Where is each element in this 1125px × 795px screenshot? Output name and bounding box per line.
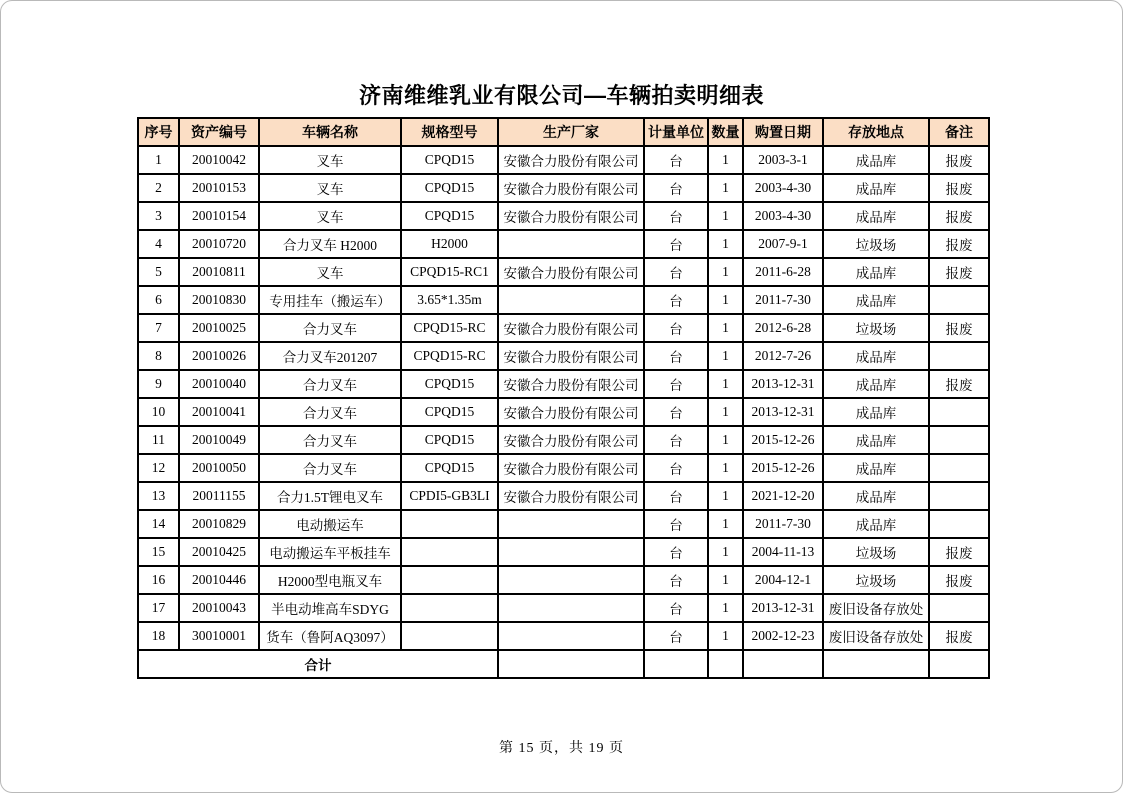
cell-model: CPQD15 [401, 202, 498, 230]
cell-purchase-date: 2004-11-13 [743, 538, 823, 566]
table-row [138, 510, 989, 538]
cell-unit: 台 [644, 174, 708, 202]
cell-location: 成品库 [823, 146, 929, 174]
total-empty-cell-manufacturer [498, 650, 644, 678]
header-row [138, 118, 989, 146]
cell-remarks: 报废 [929, 202, 989, 230]
cell-quantity: 1 [708, 286, 743, 314]
cell-purchase-date: 2012-7-26 [743, 342, 823, 370]
cell-quantity: 1 [708, 426, 743, 454]
cell-quantity: 1 [708, 454, 743, 482]
column-header-purchase-date: 购置日期 [743, 118, 823, 146]
cell-unit: 台 [644, 286, 708, 314]
cell-purchase-date: 2011-7-30 [743, 286, 823, 314]
cell-purchase-date: 2003-4-30 [743, 174, 823, 202]
cell-manufacturer: 安徽合力股份有限公司 [498, 426, 644, 454]
cell-model [401, 510, 498, 538]
cell-unit: 台 [644, 370, 708, 398]
cell-remarks [929, 398, 989, 426]
cell-asset-number: 20010042 [179, 146, 259, 174]
cell-vehicle-name: 叉车 [259, 174, 401, 202]
cell-model: CPQD15 [401, 426, 498, 454]
cell-remarks [929, 426, 989, 454]
cell-purchase-date: 2004-12-1 [743, 566, 823, 594]
cell-unit: 台 [644, 594, 708, 622]
cell-location: 成品库 [823, 258, 929, 286]
cell-location: 成品库 [823, 286, 929, 314]
cell-location: 成品库 [823, 510, 929, 538]
cell-purchase-date: 2007-9-1 [743, 230, 823, 258]
cell-remarks: 报废 [929, 174, 989, 202]
cell-manufacturer: 安徽合力股份有限公司 [498, 146, 644, 174]
cell-model: 3.65*1.35m [401, 286, 498, 314]
cell-model: H2000 [401, 230, 498, 258]
cell-model: CPQD15-RC1 [401, 258, 498, 286]
cell-vehicle-name: 合力叉车 H2000 [259, 230, 401, 258]
cell-asset-number: 20010050 [179, 454, 259, 482]
table-row [138, 566, 989, 594]
table-row [138, 454, 989, 482]
cell-quantity: 1 [708, 230, 743, 258]
cell-location: 垃圾场 [823, 538, 929, 566]
total-row [138, 650, 989, 678]
cell-quantity: 1 [708, 258, 743, 286]
cell-remarks [929, 510, 989, 538]
cell-remarks [929, 594, 989, 622]
table-row [138, 146, 989, 174]
cell-purchase-date: 2013-12-31 [743, 398, 823, 426]
cell-purchase-date: 2011-6-28 [743, 258, 823, 286]
cell-index: 7 [138, 314, 179, 342]
table-row [138, 342, 989, 370]
cell-quantity: 1 [708, 482, 743, 510]
cell-vehicle-name: 叉车 [259, 146, 401, 174]
cell-index: 15 [138, 538, 179, 566]
cell-index: 2 [138, 174, 179, 202]
cell-remarks [929, 342, 989, 370]
cell-asset-number: 20010041 [179, 398, 259, 426]
cell-location: 垃圾场 [823, 230, 929, 258]
cell-unit: 台 [644, 258, 708, 286]
cell-location: 成品库 [823, 174, 929, 202]
cell-asset-number: 20010425 [179, 538, 259, 566]
table-row [138, 370, 989, 398]
cell-model [401, 566, 498, 594]
cell-asset-number: 20010446 [179, 566, 259, 594]
cell-index: 4 [138, 230, 179, 258]
cell-asset-number: 20010049 [179, 426, 259, 454]
cell-remarks: 报废 [929, 230, 989, 258]
cell-manufacturer: 安徽合力股份有限公司 [498, 398, 644, 426]
cell-index: 3 [138, 202, 179, 230]
cell-asset-number: 20010811 [179, 258, 259, 286]
cell-unit: 台 [644, 146, 708, 174]
cell-location: 成品库 [823, 398, 929, 426]
table-row [138, 230, 989, 258]
cell-unit: 台 [644, 538, 708, 566]
cell-unit: 台 [644, 230, 708, 258]
cell-quantity: 1 [708, 538, 743, 566]
cell-purchase-date: 2012-6-28 [743, 314, 823, 342]
cell-quantity: 1 [708, 342, 743, 370]
cell-quantity: 1 [708, 398, 743, 426]
cell-vehicle-name: 叉车 [259, 202, 401, 230]
cell-manufacturer [498, 538, 644, 566]
cell-model: CPQD15 [401, 146, 498, 174]
cell-manufacturer: 安徽合力股份有限公司 [498, 314, 644, 342]
cell-vehicle-name: 电动搬运车平板挂车 [259, 538, 401, 566]
cell-index: 12 [138, 454, 179, 482]
cell-remarks: 报废 [929, 566, 989, 594]
cell-manufacturer [498, 510, 644, 538]
cell-vehicle-name: 合力叉车201207 [259, 342, 401, 370]
table-row [138, 202, 989, 230]
cell-vehicle-name: 半电动堆高车SDYG [259, 594, 401, 622]
cell-manufacturer: 安徽合力股份有限公司 [498, 370, 644, 398]
cell-index: 17 [138, 594, 179, 622]
cell-asset-number: 30010001 [179, 622, 259, 650]
cell-location: 成品库 [823, 454, 929, 482]
column-header-manufacturer: 生产厂家 [498, 118, 644, 146]
cell-purchase-date: 2015-12-26 [743, 454, 823, 482]
cell-manufacturer [498, 230, 644, 258]
table-body [138, 146, 989, 678]
cell-purchase-date: 2003-4-30 [743, 202, 823, 230]
table-row [138, 538, 989, 566]
cell-model: CPDI5-GB3LI [401, 482, 498, 510]
column-header-quantity: 数量 [708, 118, 743, 146]
cell-manufacturer: 安徽合力股份有限公司 [498, 482, 644, 510]
cell-index: 5 [138, 258, 179, 286]
cell-purchase-date: 2013-12-31 [743, 370, 823, 398]
table-row [138, 286, 989, 314]
column-header-location: 存放地点 [823, 118, 929, 146]
cell-unit: 台 [644, 426, 708, 454]
cell-model: CPQD15 [401, 398, 498, 426]
cell-asset-number: 20010026 [179, 342, 259, 370]
cell-vehicle-name: 合力1.5T锂电叉车 [259, 482, 401, 510]
cell-location: 成品库 [823, 342, 929, 370]
table-row [138, 426, 989, 454]
cell-index: 10 [138, 398, 179, 426]
cell-asset-number: 20010043 [179, 594, 259, 622]
cell-location: 成品库 [823, 482, 929, 510]
cell-location: 成品库 [823, 426, 929, 454]
total-empty-cell-quantity [708, 650, 743, 678]
cell-remarks [929, 286, 989, 314]
cell-index: 14 [138, 510, 179, 538]
cell-quantity: 1 [708, 370, 743, 398]
cell-quantity: 1 [708, 146, 743, 174]
cell-model: CPQD15-RC [401, 342, 498, 370]
cell-remarks: 报废 [929, 146, 989, 174]
cell-location: 垃圾场 [823, 314, 929, 342]
cell-model: CPQD15 [401, 370, 498, 398]
cell-asset-number: 20010153 [179, 174, 259, 202]
vehicle-auction-table [137, 117, 990, 679]
cell-model: CPQD15 [401, 454, 498, 482]
cell-index: 11 [138, 426, 179, 454]
cell-purchase-date: 2002-12-23 [743, 622, 823, 650]
cell-manufacturer: 安徽合力股份有限公司 [498, 454, 644, 482]
cell-quantity: 1 [708, 566, 743, 594]
cell-index: 16 [138, 566, 179, 594]
table-row [138, 622, 989, 650]
cell-manufacturer [498, 286, 644, 314]
cell-vehicle-name: 货车（鲁阿AQ3097） [259, 622, 401, 650]
cell-location: 成品库 [823, 202, 929, 230]
cell-vehicle-name: 电动搬运车 [259, 510, 401, 538]
cell-remarks [929, 482, 989, 510]
cell-location: 废旧设备存放处 [823, 594, 929, 622]
cell-remarks: 报废 [929, 314, 989, 342]
page-title: 济南维维乳业有限公司—车辆拍卖明细表 [358, 83, 764, 108]
cell-unit: 台 [644, 342, 708, 370]
cell-quantity: 1 [708, 594, 743, 622]
column-header-model: 规格型号 [401, 118, 498, 146]
cell-purchase-date: 2021-12-20 [743, 482, 823, 510]
cell-asset-number: 20010025 [179, 314, 259, 342]
cell-model [401, 594, 498, 622]
cell-unit: 台 [644, 398, 708, 426]
column-header-index: 序号 [138, 118, 179, 146]
total-empty-cell-purchase-date [743, 650, 823, 678]
cell-manufacturer: 安徽合力股份有限公司 [498, 342, 644, 370]
cell-quantity: 1 [708, 510, 743, 538]
table-row [138, 258, 989, 286]
cell-purchase-date: 2015-12-26 [743, 426, 823, 454]
cell-remarks: 报废 [929, 370, 989, 398]
cell-index: 6 [138, 286, 179, 314]
column-header-remarks: 备注 [929, 118, 989, 146]
cell-manufacturer [498, 594, 644, 622]
cell-index: 18 [138, 622, 179, 650]
cell-vehicle-name: 合力叉车 [259, 454, 401, 482]
cell-vehicle-name: 专用挂车（搬运车） [259, 286, 401, 314]
cell-unit: 台 [644, 566, 708, 594]
cell-asset-number: 20010154 [179, 202, 259, 230]
cell-quantity: 1 [708, 314, 743, 342]
column-header-asset-number: 资产编号 [179, 118, 259, 146]
cell-purchase-date: 2003-3-1 [743, 146, 823, 174]
cell-remarks [929, 454, 989, 482]
cell-quantity: 1 [708, 622, 743, 650]
table-row [138, 594, 989, 622]
cell-manufacturer [498, 622, 644, 650]
cell-index: 8 [138, 342, 179, 370]
cell-vehicle-name: 合力叉车 [259, 426, 401, 454]
cell-manufacturer: 安徽合力股份有限公司 [498, 258, 644, 286]
cell-asset-number: 20010830 [179, 286, 259, 314]
cell-unit: 台 [644, 510, 708, 538]
cell-remarks: 报废 [929, 258, 989, 286]
cell-manufacturer: 安徽合力股份有限公司 [498, 202, 644, 230]
cell-asset-number: 20011155 [179, 482, 259, 510]
column-header-unit: 计量单位 [644, 118, 708, 146]
cell-index: 9 [138, 370, 179, 398]
cell-asset-number: 20010720 [179, 230, 259, 258]
cell-purchase-date: 2013-12-31 [743, 594, 823, 622]
cell-model [401, 538, 498, 566]
cell-unit: 台 [644, 622, 708, 650]
cell-unit: 台 [644, 202, 708, 230]
table-row [138, 398, 989, 426]
cell-asset-number: 20010829 [179, 510, 259, 538]
cell-quantity: 1 [708, 202, 743, 230]
total-empty-cell-unit [644, 650, 708, 678]
cell-index: 13 [138, 482, 179, 510]
cell-vehicle-name: 合力叉车 [259, 398, 401, 426]
cell-asset-number: 20010040 [179, 370, 259, 398]
cell-remarks: 报废 [929, 538, 989, 566]
total-empty-cell-location [823, 650, 929, 678]
cell-manufacturer [498, 566, 644, 594]
cell-unit: 台 [644, 482, 708, 510]
cell-location: 废旧设备存放处 [823, 622, 929, 650]
cell-vehicle-name: 叉车 [259, 258, 401, 286]
cell-purchase-date: 2011-7-30 [743, 510, 823, 538]
cell-unit: 台 [644, 314, 708, 342]
cell-vehicle-name: 合力叉车 [259, 370, 401, 398]
page-number: 第 15 页，共 19 页 [499, 741, 624, 756]
cell-unit: 台 [644, 454, 708, 482]
column-header-vehicle-name: 车辆名称 [259, 118, 401, 146]
cell-quantity: 1 [708, 174, 743, 202]
total-label-cell: 合计 [138, 650, 498, 678]
cell-model [401, 622, 498, 650]
cell-vehicle-name: H2000型电瓶叉车 [259, 566, 401, 594]
table-row [138, 482, 989, 510]
cell-location: 成品库 [823, 370, 929, 398]
cell-vehicle-name: 合力叉车 [259, 314, 401, 342]
table-row [138, 314, 989, 342]
cell-manufacturer: 安徽合力股份有限公司 [498, 174, 644, 202]
cell-location: 垃圾场 [823, 566, 929, 594]
cell-model: CPQD15 [401, 174, 498, 202]
cell-model: CPQD15-RC [401, 314, 498, 342]
cell-index: 1 [138, 146, 179, 174]
table-row [138, 174, 989, 202]
total-empty-cell-remarks [929, 650, 989, 678]
cell-remarks: 报废 [929, 622, 989, 650]
